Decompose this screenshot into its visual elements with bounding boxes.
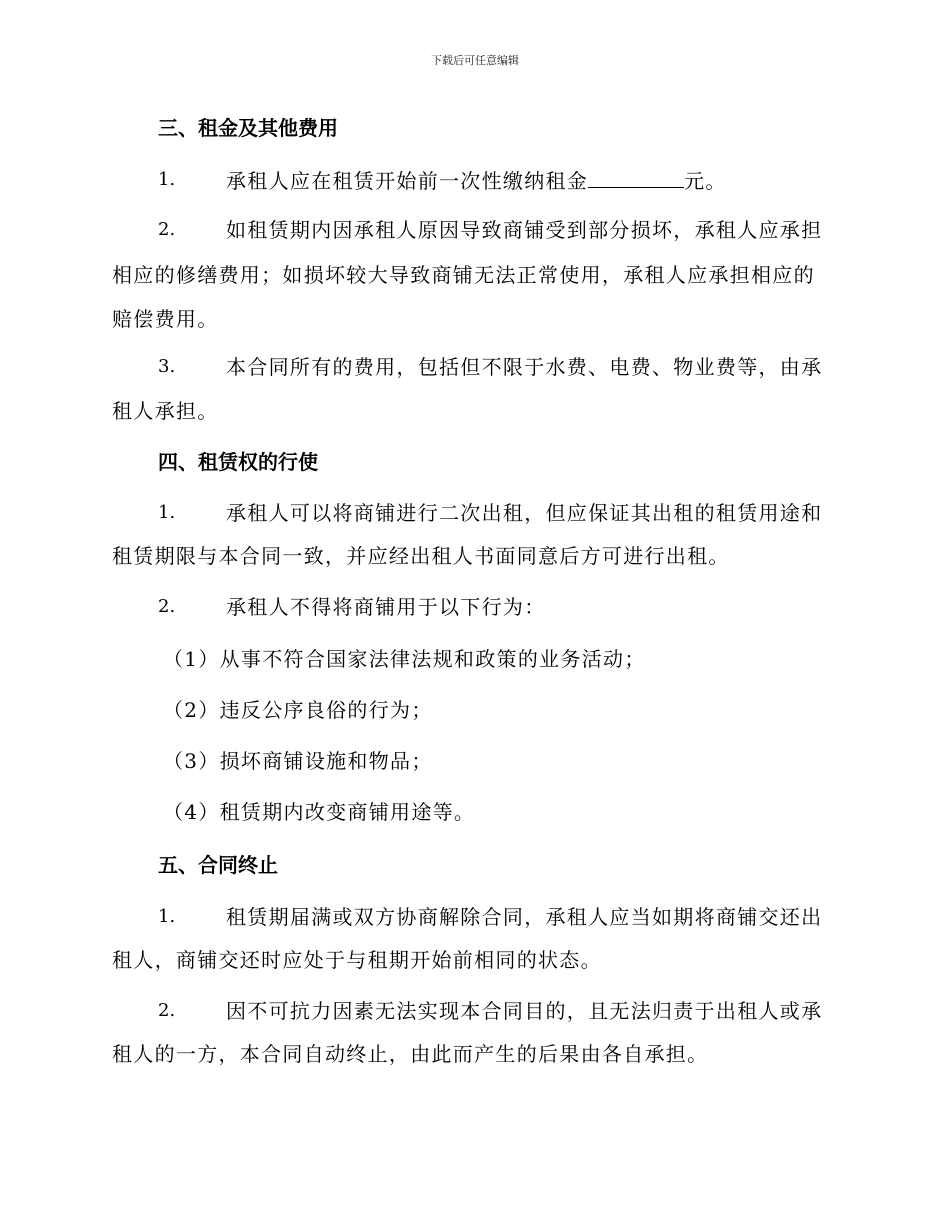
paragraph-line: 因不可抗力因素无法实现本合同目的，且无法归责于出租人或承 bbox=[226, 999, 823, 1023]
item-number: 2. bbox=[158, 219, 176, 240]
section-heading-3: 三、租金及其他费用 bbox=[158, 116, 338, 140]
paragraph-line bbox=[226, 167, 727, 194]
paragraph-line: 租人承担。 bbox=[112, 399, 219, 423]
paragraph-suffix: 元。 bbox=[684, 169, 727, 193]
sub-item: （4）租赁期内改变商铺用途等。 bbox=[163, 800, 476, 824]
paragraph-line: 租人，商铺交还时应处于与租期开始前相同的状态。 bbox=[112, 948, 602, 972]
item-number: 2. bbox=[158, 1000, 176, 1021]
paragraph-line: 承租人可以将商铺进行二次出租，但应保证其出租的租赁用途和 bbox=[226, 501, 823, 525]
page-header: 下载后可任意编辑 bbox=[431, 54, 519, 67]
sub-item: （3）损坏商铺设施和物品； bbox=[163, 749, 433, 773]
sub-item: （1）从事不符合国家法律法规和政策的业务活动； bbox=[163, 647, 646, 671]
sub-item: （2）违反公序良俗的行为； bbox=[163, 698, 433, 722]
item-number: 1. bbox=[158, 502, 176, 523]
item-number: 2. bbox=[158, 596, 176, 617]
paragraph-line: 如租赁期内因承租人原因导致商铺受到部分损坏，承租人应承担 bbox=[226, 218, 823, 242]
paragraph-line: 租赁期限与本合同一致，并应经出租人书面同意后方可进行出租。 bbox=[112, 544, 730, 568]
paragraph-line: 租人的一方，本合同自动终止，由此而产生的后果由各自承担。 bbox=[112, 1042, 709, 1066]
item-number: 3. bbox=[158, 356, 176, 377]
section-heading-5: 五、合同终止 bbox=[158, 853, 278, 877]
paragraph-line: 赔偿费用。 bbox=[112, 307, 219, 331]
paragraph-line: 租赁期届满或双方协商解除合同，承租人应当如期将商铺交还出 bbox=[226, 905, 823, 929]
paragraph-line: 承租人不得将商铺用于以下行为： bbox=[226, 595, 546, 619]
paragraph-text: 承租人应在租赁开始前一次性缴纳租金 bbox=[226, 169, 589, 193]
paragraph-line: 相应的修缮费用；如损坏较大导致商铺无法正常使用，承租人应承担相应的 bbox=[112, 263, 815, 287]
section-heading-4: 四、租赁权的行使 bbox=[158, 450, 318, 474]
fill-in-blank bbox=[588, 167, 684, 188]
item-number: 1. bbox=[158, 906, 176, 927]
paragraph-line: 本合同所有的费用，包括但不限于水费、电费、物业费等，由承 bbox=[226, 355, 823, 379]
item-number: 1. bbox=[158, 169, 176, 190]
